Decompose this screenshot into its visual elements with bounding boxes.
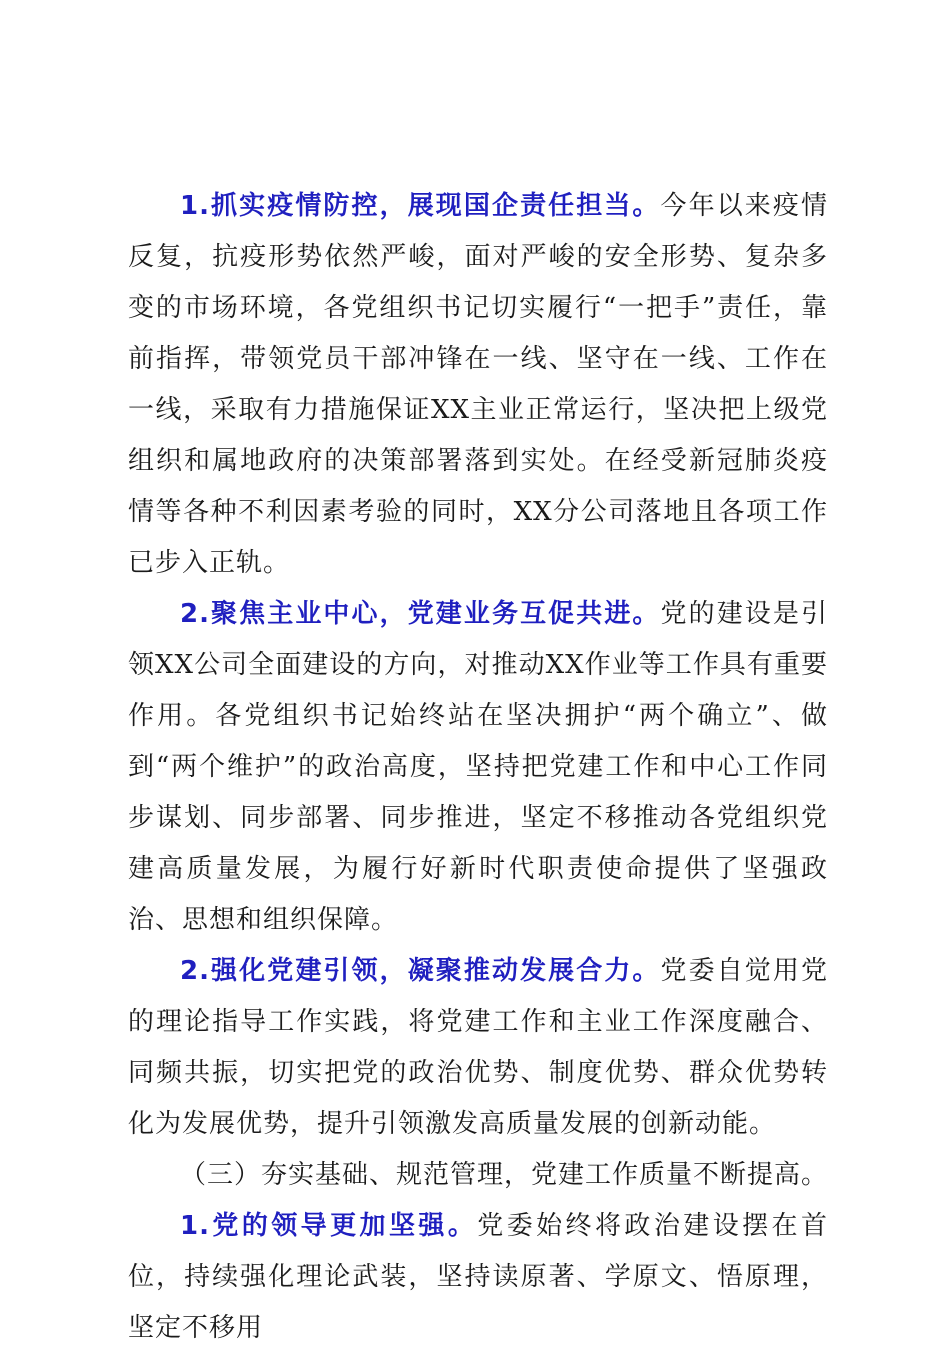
paragraph-party-leadership bbox=[128, 946, 828, 1150]
paragraph-text: 党委自觉用党的理论指导工作实践，将党建工作和主业工作深度融合、同频共振，切实把党的政治优势、制度优势、群众优势转化为发展优势，提升引领激发高质量发展的创新动能。 bbox=[128, 956, 828, 1139]
paragraph-epidemic-control bbox=[128, 181, 828, 589]
paragraph-main-business bbox=[128, 589, 828, 946]
paragraph-text: 党委始终将政治建设摆在首位，持续强化理论武装，坚持读原著、学原文、悟原理，坚定不移用 bbox=[128, 1211, 828, 1343]
document-body bbox=[128, 181, 828, 1354]
section-heading: （三）夯实基础、规范管理，党建工作质量不断提高。 bbox=[180, 1160, 829, 1190]
paragraph-lead: 1.党的领导更加坚强。 bbox=[180, 1211, 478, 1241]
paragraph-text: 党的建设是引领XX公司全面建设的方向，对推动XX作业等工作具有重要作用。各党组织书记始终站在坚决拥护“两个确立”、做到“两个维护”的政治高度，坚持把党建工作和中心工作同步谋划、同步部署、同步推进，坚定不移推动各党组织党建高质量发展，为履行好新时代职责使命提供了坚强政治、思想和组织保障。 bbox=[128, 599, 828, 935]
paragraph-lead: 1.抓实疫情防控，展现国企责任担当。 bbox=[180, 191, 661, 221]
paragraph-lead: 2.聚焦主业中心，党建业务互促共进。 bbox=[180, 599, 661, 629]
paragraph-text: 今年以来疫情反复，抗疫形势依然严峻，面对严峻的安全形势、复杂多变的市场环境，各党组织书记切实履行“一把手”责任，靠前指挥，带领党员干部冲锋在一线、坚守在一线、工作在一线，采取有力措施保证XX主业正常运行，坚决把上级党组织和属地政府的决策部署落到实处。在经受新冠肺炎疫情等各种不利因素考验的同时，XX分公司落地且各项工作已步入正轨。 bbox=[128, 191, 828, 578]
paragraph-lead: 2.强化党建引领，凝聚推动发展合力。 bbox=[180, 956, 661, 986]
paragraph-stronger-leadership bbox=[128, 1201, 828, 1354]
